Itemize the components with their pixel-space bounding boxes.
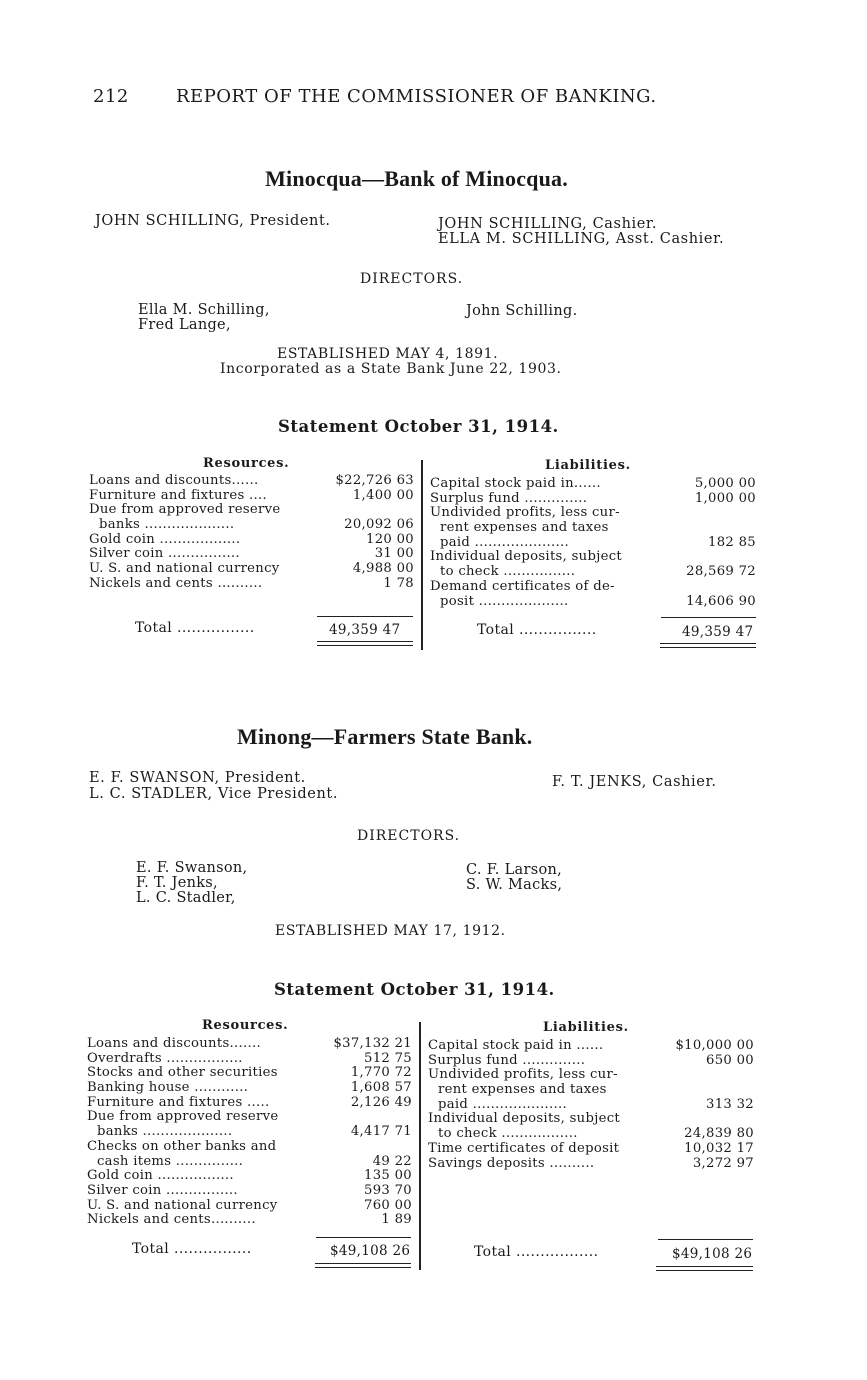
page-number: 212 [93,86,129,107]
officer-cashier: JOHN SCHILLING, Cashier. [438,216,658,232]
total-double-rule [660,643,756,644]
incorporated-line: Incorporated as a State Bank June 22, 1903. [220,361,562,377]
total-double-rule [315,1267,411,1268]
total-double-rule [656,1270,753,1271]
director: Fred Lange, [138,317,231,333]
table-row: rent expenses and taxes [438,1082,607,1098]
table-row: Individual deposits, subject [428,1111,620,1127]
director: S. W. Macks, [466,877,563,893]
table-row: Gold coin ................. 135 00 [87,1168,412,1184]
bank-title: Minocqua—Bank of Minocqua. [265,166,568,191]
table-row: Silver coin ................ 593 70 [87,1182,412,1198]
sum-rule [658,1239,753,1240]
established-line: ESTABLISHED MAY 17, 1912. [275,923,506,939]
table-row: to check ................. 24,839 80 [438,1126,754,1142]
officer-president: JOHN SCHILLING, President. [95,213,331,229]
table-row: Capital stock paid in...... 5,000 00 [430,476,756,491]
table-row: Checks on other banks and [87,1138,277,1154]
running-head: REPORT OF THE COMMISSIONER OF BANKING. [176,86,657,107]
table-row: banks .................... 20,092 06 [99,517,414,533]
table-row: Due from approved reserve [87,1109,279,1125]
director: F. T. Jenks, [136,875,218,891]
table-row: Individual deposits, subject [430,549,622,565]
table-row: Loans and discounts...... $22,726 63 [89,473,414,488]
liabilities-total-label: Total ................ [477,622,597,638]
table-row: Nickels and cents.......... 1 89 [87,1212,412,1228]
directors-heading: DIRECTORS. [357,828,461,844]
director: C. F. Larson, [466,862,563,878]
table-row: Furniture and fixtures .... 1,400 00 [89,487,414,503]
liabilities-total: 49,359 47 [682,624,754,640]
liabilities-heading: Liabilities. [543,1020,629,1035]
sum-rule [317,616,413,617]
column-divider [419,1022,421,1270]
total-double-rule [317,645,413,646]
table-row: paid ..................... 182 85 [440,534,756,550]
table-row: Surplus fund .............. 1,000 00 [430,490,756,506]
table-row: Undivided profits, less cur- [430,505,620,521]
director: John Schilling. [466,303,578,319]
table-row: to check ................ 28,569 72 [440,564,756,580]
table-row: Savings deposits .......... 3,272 97 [428,1155,754,1171]
officer-vice-president: L. C. STADLER, Vice President. [89,786,339,802]
table-row: banks .................... 4,417 71 [97,1124,412,1140]
table-row: Due from approved reserve [89,502,281,518]
table-row: Undivided profits, less cur- [428,1067,618,1083]
resources-total: 49,359 47 [329,622,401,638]
liabilities-list [430,477,756,609]
liabilities-list [428,1039,754,1171]
liabilities-total: $49,108 26 [672,1246,753,1262]
officer-president: E. F. SWANSON, President. [89,770,306,786]
director: E. F. Swanson, [136,860,248,876]
table-row: Demand certificates of de- [430,578,615,594]
table-row: Silver coin ................ 31 00 [89,546,414,562]
resources-total: $49,108 26 [330,1243,411,1259]
table-row: Loans and discounts....... $37,132 21 [87,1036,412,1051]
sum-rule [661,617,756,618]
established-line: ESTABLISHED MAY 4, 1891. [277,346,499,362]
resources-heading: Resources. [203,456,290,471]
bank-title: Minong—Farmers State Bank. [237,724,533,749]
total-double-rule [656,1266,753,1267]
table-row: Overdrafts ................. 512 75 [87,1050,412,1066]
total-double-rule [317,641,413,642]
table-row: Stocks and other securities 1,770 72 [87,1065,412,1081]
resources-list [87,1037,412,1228]
resources-total-label: Total ................ [135,620,255,636]
resources-list [89,474,414,592]
table-row: posit .................... 14,606 90 [440,593,756,609]
table-row: rent expenses and taxes [440,520,609,536]
officer-asst-cashier: ELLA M. SCHILLING, Asst. Cashier. [438,231,725,247]
director: Ella M. Schilling, [138,302,270,318]
table-row: Surplus fund .............. 650 00 [428,1052,754,1068]
resources-total-label: Total ................ [132,1241,252,1257]
table-row: Capital stock paid in ...... $10,000 00 [428,1038,754,1053]
statement-title: Statement October 31, 1914. [274,980,555,999]
table-row: U. S. and national currency 4,988 00 [89,561,414,577]
statement-title: Statement October 31, 1914. [278,417,559,436]
liabilities-heading: Liabilities. [545,458,631,473]
liabilities-total-label: Total ................. [474,1244,599,1260]
sum-rule [316,1237,411,1238]
table-row: Gold coin .................. 120 00 [89,531,414,547]
officer-cashier: F. T. JENKS, Cashier. [552,774,717,790]
table-row: paid ..................... 313 32 [438,1096,754,1112]
table-row: Furniture and fixtures ..... 2,126 49 [87,1094,412,1110]
director: L. C. Stadler, [136,890,236,906]
table-row: Time certificates of deposit 10,032 17 [428,1140,754,1156]
table-row: cash items ............... 49 22 [97,1153,412,1169]
column-divider [421,460,423,650]
table-row: Nickels and cents .......... 1 78 [89,575,414,591]
total-double-rule [315,1263,411,1264]
table-row: Banking house ............ 1,608 57 [87,1080,412,1096]
resources-heading: Resources. [202,1018,289,1033]
directors-heading: DIRECTORS. [360,271,464,287]
table-row: U. S. and national currency 760 00 [87,1197,412,1213]
total-double-rule [660,647,756,648]
